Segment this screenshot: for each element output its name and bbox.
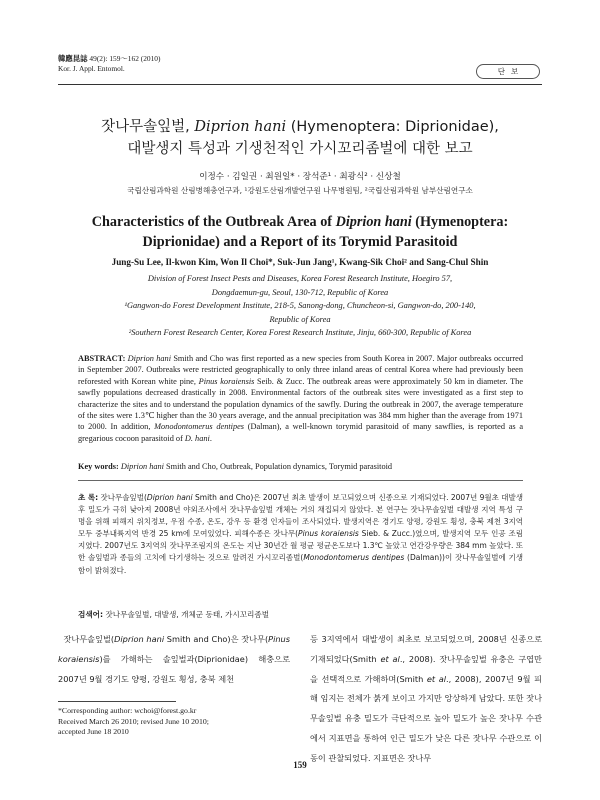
english-affiliations: Division of Forest Insect Pests and Diseases, Korea Forest Research Institute, Hoegiro 57, Dongdaemun-gu, Seoul, 130-712, Republic of Korea ¹Gangwon-do Forest Development Institute, 218-5, Sanong-dong, Chuncheon-si, Gangwon-do, 200-140, Republic of Korea ²Southern Forest Research Center, Korea Forest Research Institute, Jinju, 660-300, Republic of Korea: [124, 274, 476, 338]
body-column-left: 잣나무솔잎벌(Diprion hani Smith and Cho)은 잣나무(Pinus koraiensis)를 가해하는 솔잎벌과(Diprionidae) 해충으로 2007년 9월 경기도 양평, 강원도 횡성, 충북 제천: [58, 634, 290, 684]
received-dates: Received March 26 2010; revised June 10 2010;: [58, 716, 209, 726]
header-divider: [58, 84, 542, 85]
footnote: [58, 706, 290, 738]
korean-title: 잣나무솔잎벌, Diprion hani (Hymenoptera: Diprionidae), 대발생지 특성과 기생천적인 가시꼬리좀벌에 대한 보고: [101, 119, 499, 157]
korean-keywords: 검색어: 잣나무솔잎벌, 대발생, 개체군 동태, 가시꼬리좀벌: [78, 610, 270, 619]
korean-abstract: 초 록: 잣나무솔잎벌(Diprion hani Smith and Cho)은 2007년 최초 발생이 보고되었으며 신종으로 기재되었다. 2007년 9월초 대발생 후 밀도가 극히 낮아져 2008년 야외조사에서 잣나무솔잎벌 개체는 거의 채집되지 않았다. 본 연구는 잣나무솔잎벌 대발생 지역 특성 구명을 위해 피해지 위치정보, 우점 수종, 온도, 강우 등 환경 인자들이 조사되었다. 발생지역은 경기도 양평, 강원도 횡성, 충북 제천 3지역 모두 중부내륙지역 반경 25 km에 모여있었다. 피해수종은 잣나무(Pinus koraiensis Sieb. & Zucc.)였으며, 발생지역 모두 인공 조림지였다. 2007년도 3지역의 잣나무조림지의 온도는 지난 30년간 월 평균 평균온도보다 1.3℃ 높았고 연간강우량은 384 mm 높았다. 또한 솔잎벌과 종들의 고치에 다기생하는 것으로 알려진 가시꼬리좀벌(Monodontomerus dentipes (Dalman))이 잣나무솔잎벌에 기생함이 밝혀졌다.: [78, 493, 524, 575]
journal-ref: 49(2): 159～162 (2010): [87, 54, 161, 63]
english-keywords: Key words: Diprion hani Smith and Cho, Outbreak, Population dynamics, Torymid parasitoid: [78, 462, 393, 471]
abstract-divider: [78, 480, 523, 481]
korean-authors: 이정수 · 김일권 · 최원일* · 장석준¹ · 최광식² · 신상철: [199, 172, 401, 182]
corresponding-author: *Corresponding author: wchoi@forest.go.kr: [58, 706, 197, 715]
journal-header: [58, 54, 160, 74]
korean-affiliations: 국립산림과학원 산림병해충연구과, ¹강원도산림개발연구원 나무병원팀, ²국립산림과학원 남부산림연구소: [127, 186, 473, 195]
english-authors: Jung-Su Lee, Il-kwon Kim, Won Il Choi*, Suk-Jun Jang¹, Kwang-Sik Choi² and Sang-Chul Shin: [111, 257, 489, 267]
english-title: Characteristics of the Outbreak Area of Diprion hani (Hymenoptera: Diprionidae) and a Report of its Torymid Parasitoid: [91, 214, 509, 250]
page-number: 159: [293, 760, 307, 770]
article-type-badge: 단보: [476, 64, 540, 79]
journal-name-en: Kor. J. Appl. Entomol.: [58, 64, 125, 73]
footnote-divider: [58, 701, 176, 702]
journal-name-kr: 韓應昆誌: [58, 54, 88, 63]
english-abstract: ABSTRACT: Diprion hani Smith and Cho was first reported as a new species from South Korea in 2007. Major outbreaks occurred in September 2007. Outbreaks were restricted geographically to only three inland areas of central Korea where had previously been reforested with Korean white pine, Pinus koraiensis Seib. & Zucc. The outbreak areas were approximately 50 km in diameter. The sawfly populations decreased drastically in 2008. Environmental factors of the outbreak sites were investigated as a first step to characterize the sites and to understand the population dynamics of the sawfly. During the outbreak in 2007, the average temperature of the sites were 1.3℃ higher than the 30 years average, and the annual precipitation was 384 mm higher than the average from 1971 to 2000. In addition, Monodontomerus dentipes (Dalman), a well-known torymid parasitoid of many sawflies, is reported as a gregarious cocoon parasitoid of D. hani.: [78, 354, 524, 443]
body-column-right: 등 3지역에서 대발생이 최초로 보고되었으며, 2008년 신종으로 기재되었다(Smith et al., 2008). 잣나무솔잎벌 유충은 구엽만을 선택적으로 가해하며(Smith et al., 2008), 2007년 9월 피해 임지는 전체가 붉게 보이고 가지만 앙상하게 남았다. 또한 잣나무솔잎벌 유충 밀도가 극단적으로 높아 밀도가 높은 잣나무 수관에서 지표면을 통하여 인근 밀도가 낮은 다른 잣나무 수관으로 이동이 관찰되었다. 지표면은 잣나무: [310, 634, 542, 763]
accepted-date: accepted June 18 2010: [58, 727, 129, 737]
